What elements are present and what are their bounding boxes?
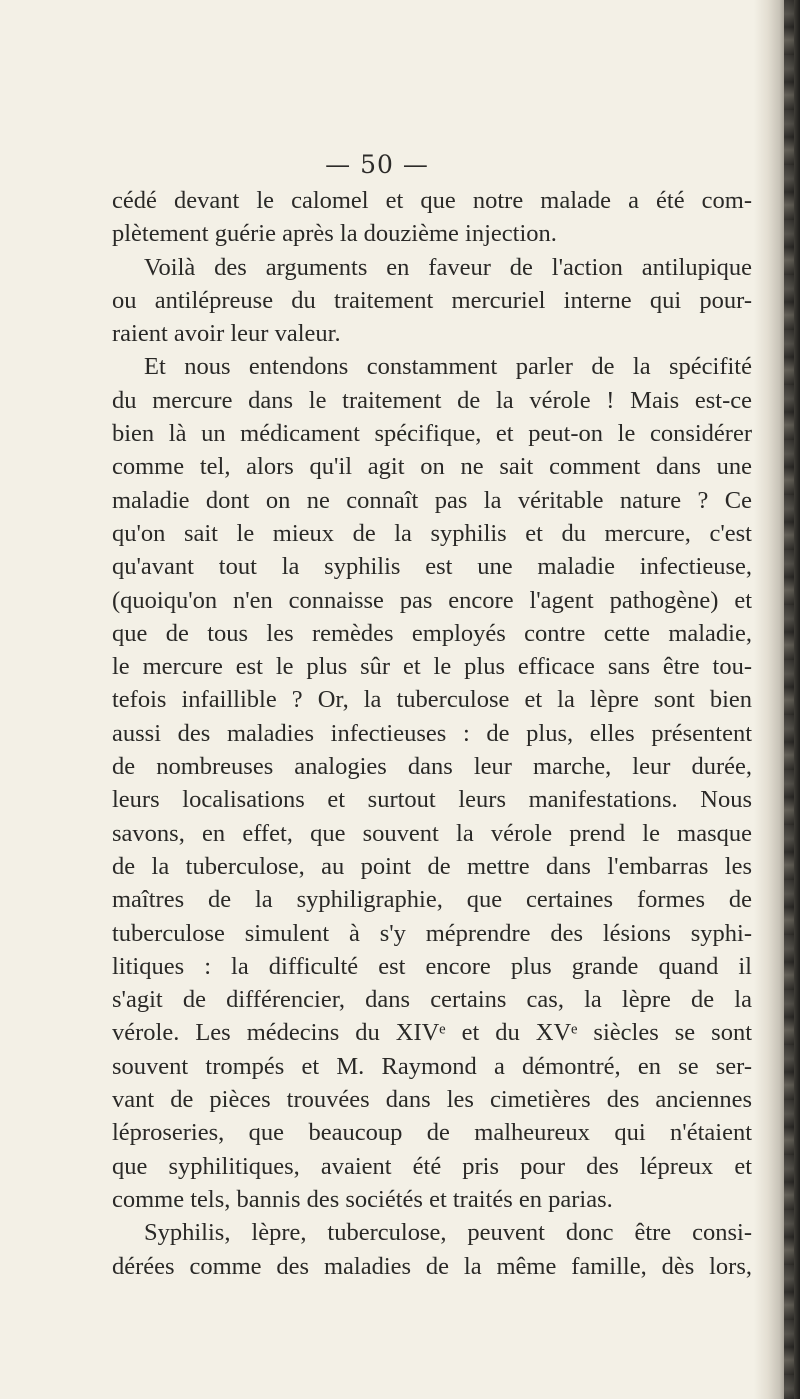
text-line: que de tous les remèdes employés contre cette maladie, xyxy=(112,619,752,647)
text-line: que syphilitiques, avaient été pris pour des lépreux et xyxy=(112,1152,752,1180)
text-line: Syphilis, lèpre, tuberculose, peuvent donc être consi- xyxy=(144,1219,752,1247)
text-line: souvent trompés et M. Raymond a démontré, en se ser- xyxy=(112,1052,752,1080)
text-line: (quoiqu'on n'en connaisse pas encore l'agent pathogène) et xyxy=(112,586,752,614)
text-line: raient avoir leur valeur. xyxy=(112,320,341,348)
text-line: qu'avant tout la syphilis est une maladie infectieuse, xyxy=(112,553,752,581)
text-line: Voilà des arguments en faveur de l'action antilupique xyxy=(144,253,752,281)
text-line: bien là un médicament spécifique, et peut-on le considérer xyxy=(112,420,752,448)
page-number: — 50 — xyxy=(325,150,429,179)
text-line: litiques : la difficulté est encore plus grande quand il xyxy=(112,952,752,980)
text-line: léproseries, que beaucoup de malheureux qui n'étaient xyxy=(112,1119,752,1147)
text-line: comme tels, bannis des sociétés et traités en parias. xyxy=(112,1185,613,1213)
text-line: s'agit de différencier, dans certains cas, la lèpre de la xyxy=(112,986,752,1014)
text-line: le mercure est le plus sûr et le plus efficace sans être tou- xyxy=(112,653,752,681)
text-line: du mercure dans le traitement de la vérole ! Mais est-ce xyxy=(112,386,752,414)
text-line: leurs localisations et surtout leurs manifestations. Nous xyxy=(112,786,752,814)
text-line: vant de pièces trouvées dans les cimetières des anciennes xyxy=(112,1086,752,1114)
text-line: maladie dont on ne connaît pas la véritable nature ? Ce xyxy=(112,486,752,514)
text-line: tefois infaillible ? Or, la tuberculose et la lèpre sont bien xyxy=(112,686,752,714)
text-line: de nombreuses analogies dans leur marche, leur durée, xyxy=(112,753,752,781)
text-line: savons, en effet, que souvent la vérole prend le masque xyxy=(112,819,752,847)
text-line: plètement guérie après la douzième injection. xyxy=(112,220,557,248)
text-line: qu'on sait le mieux de la syphilis et du mercure, c'est xyxy=(112,519,752,547)
text-line: cédé devant le calomel et que notre malade a été com- xyxy=(112,187,752,214)
text-line: comme tel, alors qu'il agit on ne sait comment dans une xyxy=(112,453,752,481)
text-line: de la tuberculose, au point de mettre dans l'embarras les xyxy=(112,852,752,880)
text-line: maîtres de la syphiligraphie, que certaines formes de xyxy=(112,886,752,914)
text-line: vérole. Les médecins du XIVᵉ et du XVᵉ siècles se sont xyxy=(112,1019,752,1047)
text-line: ou antilépreuse du traitement mercuriel interne qui pour- xyxy=(112,286,752,314)
text-line: dérées comme des maladies de la même famille, dès lors, xyxy=(112,1252,752,1280)
text-line: aussi des maladies infectieuses : de plus, elles présentent xyxy=(112,719,752,747)
text-line: tuberculose simulent à s'y méprendre des lésions syphi- xyxy=(112,919,752,947)
body-text xyxy=(112,184,752,1283)
text-line: Et nous entendons constamment parler de la spécifité xyxy=(144,353,752,381)
book-binding-edge xyxy=(784,0,794,1399)
